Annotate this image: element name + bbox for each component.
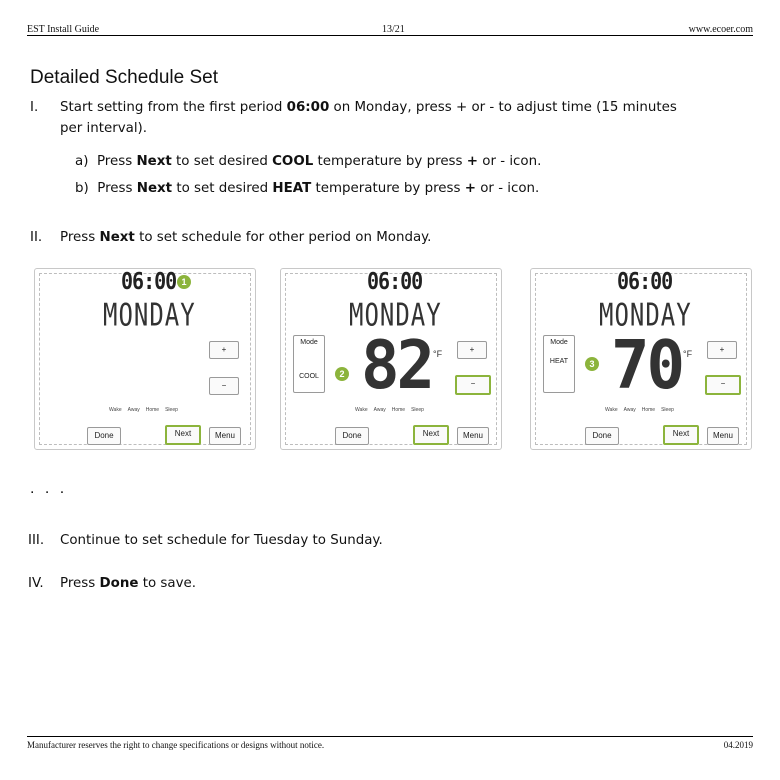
- time-display: 06:00: [367, 267, 423, 295]
- day-display: MONDAY: [349, 296, 442, 334]
- sub-step-a: a) Press Next to set desired COOL temperature by press + or - icon.: [75, 154, 542, 169]
- mode-value: HEAT: [549, 358, 569, 365]
- header-rule: [27, 35, 753, 36]
- thermostat-screen-1: [34, 268, 256, 450]
- temperature-display: 70: [611, 327, 683, 405]
- plus-button[interactable]: +: [457, 341, 487, 359]
- header-url: www.ecoer.com: [688, 24, 753, 35]
- step-2-number: II.: [30, 230, 43, 245]
- step-3-text: Continue to set schedule for Tuesday to Sunday.: [60, 533, 383, 548]
- temperature-unit: °F: [683, 349, 693, 359]
- footer-rule: [27, 736, 753, 737]
- next-button[interactable]: Next: [663, 425, 699, 445]
- plus-button[interactable]: +: [209, 341, 239, 359]
- sub-step-b: b) Press Next to set desired HEAT temperature by press + or - icon.: [75, 181, 540, 196]
- day-display: MONDAY: [599, 296, 692, 334]
- menu-button[interactable]: Menu: [707, 427, 739, 445]
- period-labels: Wake Away Home Sleep: [605, 407, 674, 413]
- step-2-text: Press Next to set schedule for other period on Monday.: [60, 230, 432, 245]
- minus-button[interactable]: −: [705, 375, 741, 395]
- step-badge: 2: [335, 367, 349, 381]
- mode-label: Mode: [300, 339, 318, 346]
- header-title: EST Install Guide: [27, 24, 100, 35]
- step-1-text: Start setting from the first period 06:00 on Monday, press + or - to adjust time (15 minutes: [60, 100, 677, 115]
- next-button[interactable]: Next: [413, 425, 449, 445]
- period-labels: Wake Away Home Sleep: [355, 407, 424, 413]
- step-4-number: IV.: [28, 576, 44, 591]
- period-labels: Wake Away Home Sleep: [109, 407, 178, 413]
- step-1-text-line2: per interval).: [60, 121, 148, 136]
- mode-selector[interactable]: [543, 335, 575, 393]
- thermostat-screen-3: [530, 268, 752, 450]
- step-badge: 1: [177, 275, 191, 289]
- day-display: MONDAY: [103, 296, 196, 334]
- step-1-number: I.: [30, 100, 39, 115]
- step-3-number: III.: [28, 533, 45, 548]
- menu-button[interactable]: Menu: [209, 427, 241, 445]
- ellipsis: . . .: [30, 480, 68, 497]
- done-button[interactable]: Done: [335, 427, 369, 445]
- plus-button[interactable]: +: [707, 341, 737, 359]
- page-title: Detailed Schedule Set: [30, 67, 219, 88]
- mode-selector[interactable]: [293, 335, 325, 393]
- next-button[interactable]: Next: [165, 425, 201, 445]
- temperature-display: 82: [361, 327, 433, 405]
- done-button[interactable]: Done: [585, 427, 619, 445]
- minus-button[interactable]: −: [455, 375, 491, 395]
- mode-value: COOL: [299, 373, 319, 380]
- minus-button[interactable]: −: [209, 377, 239, 395]
- page-number: 13/21: [382, 24, 405, 35]
- time-display: 06:00: [617, 267, 673, 295]
- menu-button[interactable]: Menu: [457, 427, 489, 445]
- footer-date: 04.2019: [723, 740, 753, 750]
- step-badge: 3: [585, 357, 599, 371]
- thermostat-screen-2: [280, 268, 502, 450]
- time-display: 06:00: [121, 267, 177, 295]
- footer-disclaimer: Manufacturer reserves the right to change specifications or designs without notice.: [27, 740, 325, 750]
- step-4-text: Press Done to save.: [60, 576, 196, 591]
- mode-label: Mode: [550, 339, 568, 346]
- temperature-unit: °F: [433, 349, 443, 359]
- done-button[interactable]: Done: [87, 427, 121, 445]
